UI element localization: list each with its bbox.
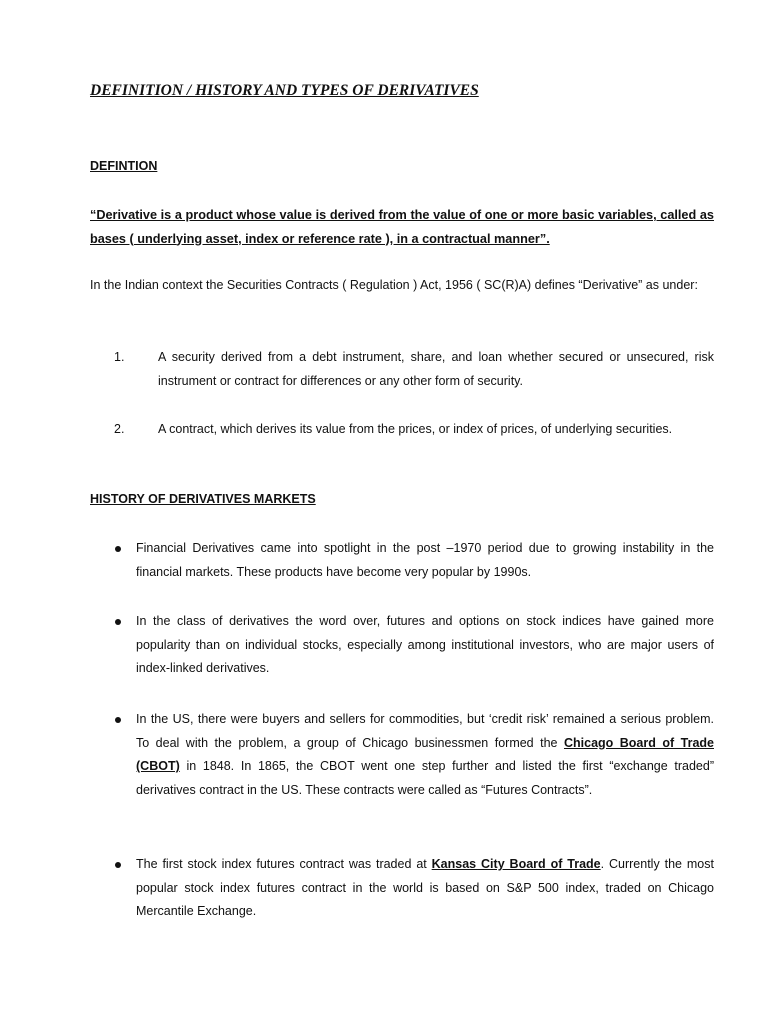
bullet-text: [136, 708, 714, 802]
bullet-text-part: . Currently the most popular stock index futures contract in the world is based on S&P 500 index, traded on Chicago Mercantile Exchange.: [136, 857, 714, 918]
bullet-text: [136, 853, 714, 924]
definition-quote: “Derivative is a product whose value is derived from the value of one or more basic variables, called as bases ( underlying asset, index or reference rate ), in a contractual manner”.: [90, 208, 714, 246]
kansas-city-board-of-trade-link[interactable]: Kansas City Board of Trade: [431, 857, 601, 871]
bullet-icon: [115, 862, 121, 868]
chicago-board-of-trade-link[interactable]: Chicago Board of Trade (CBOT): [136, 735, 714, 773]
item-number: 1.: [114, 350, 125, 364]
bullet-text-part: in 1848. In 1865, the CBOT went one step further and listed the first “exchange traded” derivatives contract in the US. These contracts were called as “Futures Contracts”.: [136, 759, 714, 797]
document-title: DEFINITION / HISTORY AND TYPES OF DERIVATIVES: [90, 82, 479, 99]
bullet-icon: [115, 619, 121, 625]
item-number: 2.: [114, 422, 125, 436]
definition-intro: In the Indian context the Securities Contracts ( Regulation ) Act, 1956 ( SC(R)A) defines “Derivative” as under:: [90, 278, 698, 292]
bullet-text: In the class of derivatives the word over, futures and options on stock indices have gained more popularity than on individual stocks, especially among institutional investors, who are major users of index-linked derivatives.: [136, 614, 714, 675]
bullet-text: Financial Derivatives came into spotlight in the post –1970 period due to growing instability in the financial markets. These products have become very popular by 1990s.: [136, 541, 714, 579]
item-text: A contract, which derives its value from the prices, or index of prices, of underlying securities.: [158, 422, 673, 436]
item-text: A security derived from a debt instrument, share, and loan whether secured or unsecured, risk instrument or contract for differences or any other form of security.: [158, 350, 714, 388]
definition-heading: DEFINTION: [90, 159, 158, 173]
history-heading: HISTORY OF DERIVATIVES MARKETS: [90, 492, 316, 506]
bullet-text-part: The first stock index futures contract was traded at: [136, 857, 432, 871]
bullet-icon: [115, 546, 121, 552]
bullet-text-part: In the US, there were buyers and sellers for commodities, but ‘credit risk’ remained a serious problem. To deal with the problem, a group of Chicago businessmen formed the: [136, 712, 714, 750]
bullet-icon: [115, 717, 121, 723]
